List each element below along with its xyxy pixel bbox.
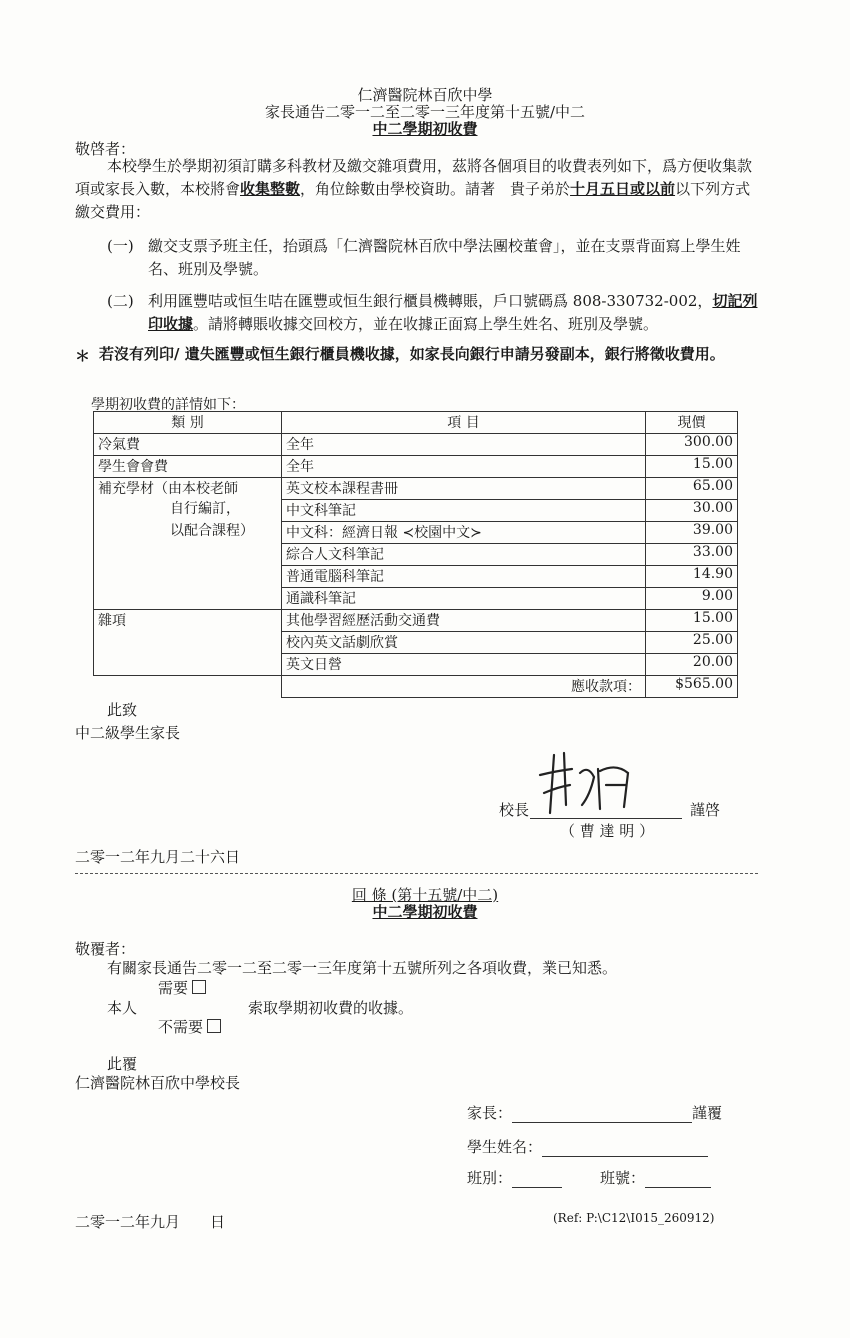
reply-title: 回 條 (第十五號/中二) [351,886,499,904]
table-row: 普通電腦科筆記 14.90 [94,566,738,588]
option-2-number: (二) [107,292,134,310]
salutation: 敬啓者： [75,140,136,158]
total-label: 應收款項： [282,676,646,698]
need-checkbox[interactable] [192,980,206,994]
student-name-line[interactable] [542,1156,708,1157]
table-row: 校內英文話劇欣賞 25.00 [94,632,738,654]
no-need-checkbox[interactable] [207,1019,221,1033]
number-field: 班號： [600,1167,711,1188]
table-row: 雜項 其他學習經歷活動交通費 15.00 [94,610,738,632]
class-field: 班別： [467,1167,562,1188]
table-row: 中文科筆記 30.00 [94,500,738,522]
closing-recipient: 中二級學生家長 [75,724,181,742]
emphasis-round-sum: 收集整數 [240,180,301,198]
class-line[interactable] [512,1187,562,1188]
header-item: 項 目 [282,412,646,434]
table-row: 綜合人文科筆記 33.00 [94,544,738,566]
principal-label: 校長 [499,801,530,819]
closing-ci: 此致 [107,701,138,719]
parent-field: 家長： 謹覆 [467,1104,723,1122]
student-name-field: 學生姓名： [467,1136,708,1157]
option-2-text: 利用匯豐咭或恒生咭在匯豐或恒生銀行櫃員機轉賬，戶口號碼爲 808-330732-002，切記列印收據。請將轉賬收據交回校方，並在收據正面寫上學生姓名、班別及學號。 [148,292,758,333]
category-supplementary: 補充學材（由本校老師 自行編訂， 以配合課程） [94,478,282,610]
header-price: 現價 [646,412,738,434]
table-row: 英文日營 20.00 [94,654,738,676]
principal-signature [536,745,656,820]
note-mark: ＊ [75,347,91,365]
reply-subtitle: 中二學期初收費 [372,903,478,921]
table-row: 通識科筆記 9.00 [94,588,738,610]
intro-paragraph: 本校學生於學期初須訂購多科教材及繳交雜項費用，茲將各個項目的收費表列如下，爲方便收集款項或家長入數，本校將會收集整數，角位餘數由學校資助。請著 貴子弟於十月五日或以前以下列方式繳交費用： [75,157,753,221]
option-need: 需要 [158,977,206,998]
table-row: 學生會會費 全年 15.00 [94,456,738,478]
notice-title: 中二學期初收費 [372,120,478,138]
table-caption: 學期初收費的詳情如下： [91,397,245,413]
table-row: 冷氣費 全年 300.00 [94,434,738,456]
option-1-number: (一) [107,237,134,255]
header-category: 類 別 [94,412,282,434]
reference-code: (Ref: P:\C12\I015_260912) [553,1211,715,1225]
reply-salutation: 敬覆者： [75,940,136,958]
reply-date: 二零一二年九月 日 [75,1213,226,1231]
reply-self: 本人 [107,999,138,1017]
table-row: 中文科：經濟日報 ≺校園中文≻ 39.00 [94,522,738,544]
principal-name: （ 曹 達 明 ） [560,822,655,840]
table-header-row [94,412,738,434]
number-line[interactable] [645,1187,711,1188]
reply-acknowledgement: 有關家長通告二零一二至二零一三年度第十五號所列之各項收費，業已知悉。 [107,959,618,977]
tear-line [75,873,758,874]
category-misc: 雜項 [94,610,282,676]
total-row [94,676,738,698]
option-no-need: 不需要 [158,1016,221,1037]
emphasis-print-receipt: 切記列印收據 [148,292,758,333]
reply-action: 索取學期初收費的收據。 [248,999,414,1017]
parent-signature-line[interactable] [512,1122,692,1123]
notice-date: 二零一二年九月二十六日 [75,848,241,866]
emphasis-deadline: 十月五日或以前 [570,180,676,198]
school-name: 仁濟醫院林百欣中學 [357,86,493,104]
option-1-text: 繳交支票予班主任，抬頭爲「仁濟醫院林百欣中學法團校董會」，並在支票背面寫上學生姓名、班別及學號。 [148,237,741,278]
fee-table [93,411,738,698]
reply-ci: 此覆 [107,1055,138,1073]
notice-number: 家長通告二零一二至二零一三年度第十五號/中二 [264,103,586,121]
total-value: $565.00 [646,676,738,698]
table-row: 補充學材（由本校老師 自行編訂， 以配合課程） 英文校本課程書冊 65.00 [94,478,738,500]
note-text: 若沒有列印/ 遺失匯豐或恒生銀行櫃員機收據，如家長向銀行申請另發副本，銀行將徵收費用。 [99,345,725,363]
closing-respect: 謹啓 [690,801,721,819]
reply-recipient: 仁濟醫院林百欣中學校長 [75,1074,241,1092]
